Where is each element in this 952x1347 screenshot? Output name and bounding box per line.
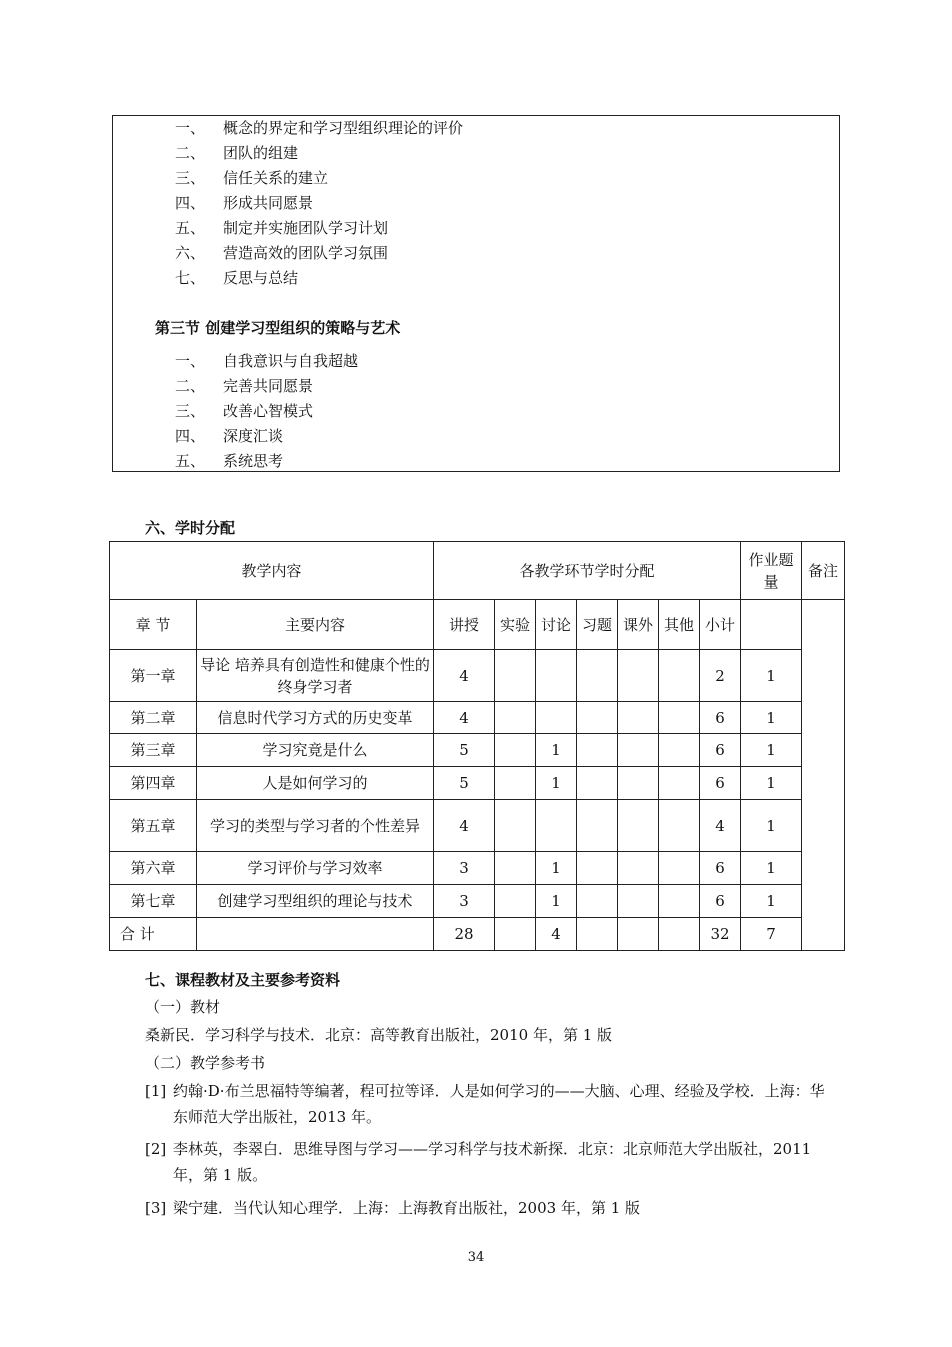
cell-experiment: [495, 852, 536, 885]
cell-experiment: [495, 702, 536, 734]
hours-table: [109, 541, 845, 951]
header-main: 主要内容: [197, 600, 434, 650]
cell-subtotal: 6: [700, 702, 741, 734]
cell-homework: 1: [741, 734, 802, 767]
cell-lecture: 4: [434, 702, 495, 734]
cell-discussion: [536, 702, 577, 734]
outline-box: [112, 115, 840, 472]
cell-exercise: [577, 918, 618, 951]
cell-experiment: [495, 734, 536, 767]
cell-homework: 1: [741, 767, 802, 800]
cell-main: 学习评价与学习效率: [197, 852, 434, 885]
cell-other: [659, 852, 700, 885]
cell-outside: [618, 852, 659, 885]
header-homework: 作业题量: [741, 542, 802, 600]
cell-other: [659, 767, 700, 800]
textbook-label: （一）教材: [145, 998, 221, 1016]
cell-outside: [618, 885, 659, 918]
cell-main: 学习究竟是什么: [197, 734, 434, 767]
cell-experiment: [495, 918, 536, 951]
header-chapter: 章 节: [110, 600, 197, 650]
reference-index: [1]: [145, 1082, 167, 1100]
cell-chapter: 第二章: [110, 702, 197, 734]
cell-exercise: [577, 734, 618, 767]
remarks-cell: [802, 600, 845, 951]
cell-exercise: [577, 885, 618, 918]
cell-other: [659, 885, 700, 918]
cell-other: [659, 702, 700, 734]
cell-main: [197, 918, 434, 951]
header-discussion: 讨论: [536, 600, 577, 650]
cell-outside: [618, 702, 659, 734]
header-experiment: 实验: [495, 600, 536, 650]
list-item: 五、 制定并实施团队学习计划: [175, 219, 389, 237]
cell-exercise: [577, 767, 618, 800]
table-header-row: [110, 542, 845, 600]
table-row: [110, 702, 845, 734]
reference-index: [3]: [145, 1199, 167, 1217]
cell-homework: 1: [741, 885, 802, 918]
cell-main: 信息时代学习方式的历史变革: [197, 702, 434, 734]
table-row: [110, 734, 845, 767]
cell-discussion: 1: [536, 767, 577, 800]
table-total-row: [110, 918, 845, 951]
header-remarks: 备注: [802, 542, 845, 600]
cell-outside: [618, 918, 659, 951]
list-item: 三、 信任关系的建立: [175, 169, 329, 187]
list-item: 二、 完善共同愿景: [175, 377, 314, 395]
cell-subtotal: 4: [700, 800, 741, 852]
cell-homework: 1: [741, 702, 802, 734]
cell-subtotal: 6: [700, 767, 741, 800]
cell-lecture: 5: [434, 734, 495, 767]
cell-exercise: [577, 852, 618, 885]
list-item: 四、 形成共同愿景: [175, 194, 314, 212]
cell-chapter: 第五章: [110, 800, 197, 852]
header-homework-blank: [741, 600, 802, 650]
header-content: 教学内容: [110, 542, 434, 600]
table-row: [110, 852, 845, 885]
cell-lecture: 4: [434, 650, 495, 702]
table-row: [110, 767, 845, 800]
cell-subtotal: 6: [700, 885, 741, 918]
cell-subtotal: 6: [700, 734, 741, 767]
hours-heading: 六、学时分配: [145, 519, 236, 537]
cell-discussion: [536, 650, 577, 702]
list-item: 七、 反思与总结: [175, 269, 299, 287]
cell-other: [659, 918, 700, 951]
header-distribution: 各教学环节学时分配: [434, 542, 741, 600]
cell-outside: [618, 767, 659, 800]
cell-discussion: 4: [536, 918, 577, 951]
cell-main: 创建学习型组织的理论与技术: [197, 885, 434, 918]
cell-experiment: [495, 767, 536, 800]
header-lecture: 讲授: [434, 600, 495, 650]
reference-text: 李林英，李翠白．思维导图与学习——学习科学与技术新探．北京：北京师范大学出版社，2011 年，第 1 版。: [173, 1140, 812, 1184]
cell-subtotal: 6: [700, 852, 741, 885]
list-item: 四、 深度汇谈: [175, 427, 284, 445]
reference-item: [145, 1078, 825, 1130]
list-item: 五、 系统思考: [175, 452, 284, 470]
table-row: [110, 650, 845, 702]
cell-chapter: 合 计: [110, 918, 197, 951]
header-other: 其他: [659, 600, 700, 650]
cell-exercise: [577, 800, 618, 852]
reference-text: 约翰·D·布兰思福特等编著，程可拉等译．人是如何学习的——大脑、心理、经验及学校．上海：华东师范大学出版社，2013 年。: [173, 1082, 825, 1126]
cell-subtotal: 2: [700, 650, 741, 702]
table-row: [110, 885, 845, 918]
cell-homework: 1: [741, 650, 802, 702]
cell-other: [659, 650, 700, 702]
cell-discussion: 1: [536, 885, 577, 918]
reference-item: [145, 1195, 825, 1221]
list-item: 三、 改善心智模式: [175, 402, 314, 420]
list-item: 二、 团队的组建: [175, 144, 299, 162]
cell-experiment: [495, 800, 536, 852]
cell-chapter: 第七章: [110, 885, 197, 918]
cell-lecture: 3: [434, 852, 495, 885]
cell-lecture: 28: [434, 918, 495, 951]
cell-other: [659, 734, 700, 767]
header-subtotal: 小计: [700, 600, 741, 650]
cell-other: [659, 800, 700, 852]
cell-exercise: [577, 650, 618, 702]
cell-main: 人是如何学习的: [197, 767, 434, 800]
cell-discussion: [536, 800, 577, 852]
reference-index: [2]: [145, 1140, 167, 1158]
textbook-entry: 桑新民．学习科学与技术．北京：高等教育出版社，2010 年，第 1 版: [145, 1026, 613, 1044]
cell-homework: 1: [741, 800, 802, 852]
list-item: 一、 自我意识与自我超越: [175, 352, 359, 370]
cell-lecture: 3: [434, 885, 495, 918]
cell-chapter: 第三章: [110, 734, 197, 767]
cell-homework: 1: [741, 852, 802, 885]
cell-main: 导论 培养具有创造性和健康个性的终身学习者: [197, 650, 434, 702]
cell-homework: 7: [741, 918, 802, 951]
table-row: [110, 800, 845, 852]
cell-outside: [618, 734, 659, 767]
cell-lecture: 4: [434, 800, 495, 852]
refs-label: （二）教学参考书: [145, 1054, 266, 1072]
cell-chapter: 第四章: [110, 767, 197, 800]
cell-discussion: 1: [536, 734, 577, 767]
header-outside: 课外: [618, 600, 659, 650]
cell-outside: [618, 650, 659, 702]
cell-chapter: 第六章: [110, 852, 197, 885]
list-item: 六、 营造高效的团队学习氛围: [175, 244, 389, 262]
cell-discussion: 1: [536, 852, 577, 885]
reference-text: 梁宁建．当代认知心理学．上海：上海教育出版社，2003 年，第 1 版: [173, 1199, 641, 1217]
cell-main: 学习的类型与学习者的个性差异: [197, 800, 434, 852]
list-item: 一、 概念的界定和学习型组织理论的评价: [175, 119, 464, 137]
cell-outside: [618, 800, 659, 852]
table-header-row: [110, 600, 845, 650]
header-exercise: 习题: [577, 600, 618, 650]
reference-item: [145, 1136, 825, 1188]
materials-heading: 七、课程教材及主要参考资料: [145, 971, 341, 989]
cell-chapter: 第一章: [110, 650, 197, 702]
cell-experiment: [495, 885, 536, 918]
cell-exercise: [577, 702, 618, 734]
page-number: 34: [467, 1250, 485, 1265]
cell-lecture: 5: [434, 767, 495, 800]
section-title: 第三节 创建学习型组织的策略与艺术: [155, 319, 401, 337]
cell-subtotal: 32: [700, 918, 741, 951]
cell-experiment: [495, 650, 536, 702]
